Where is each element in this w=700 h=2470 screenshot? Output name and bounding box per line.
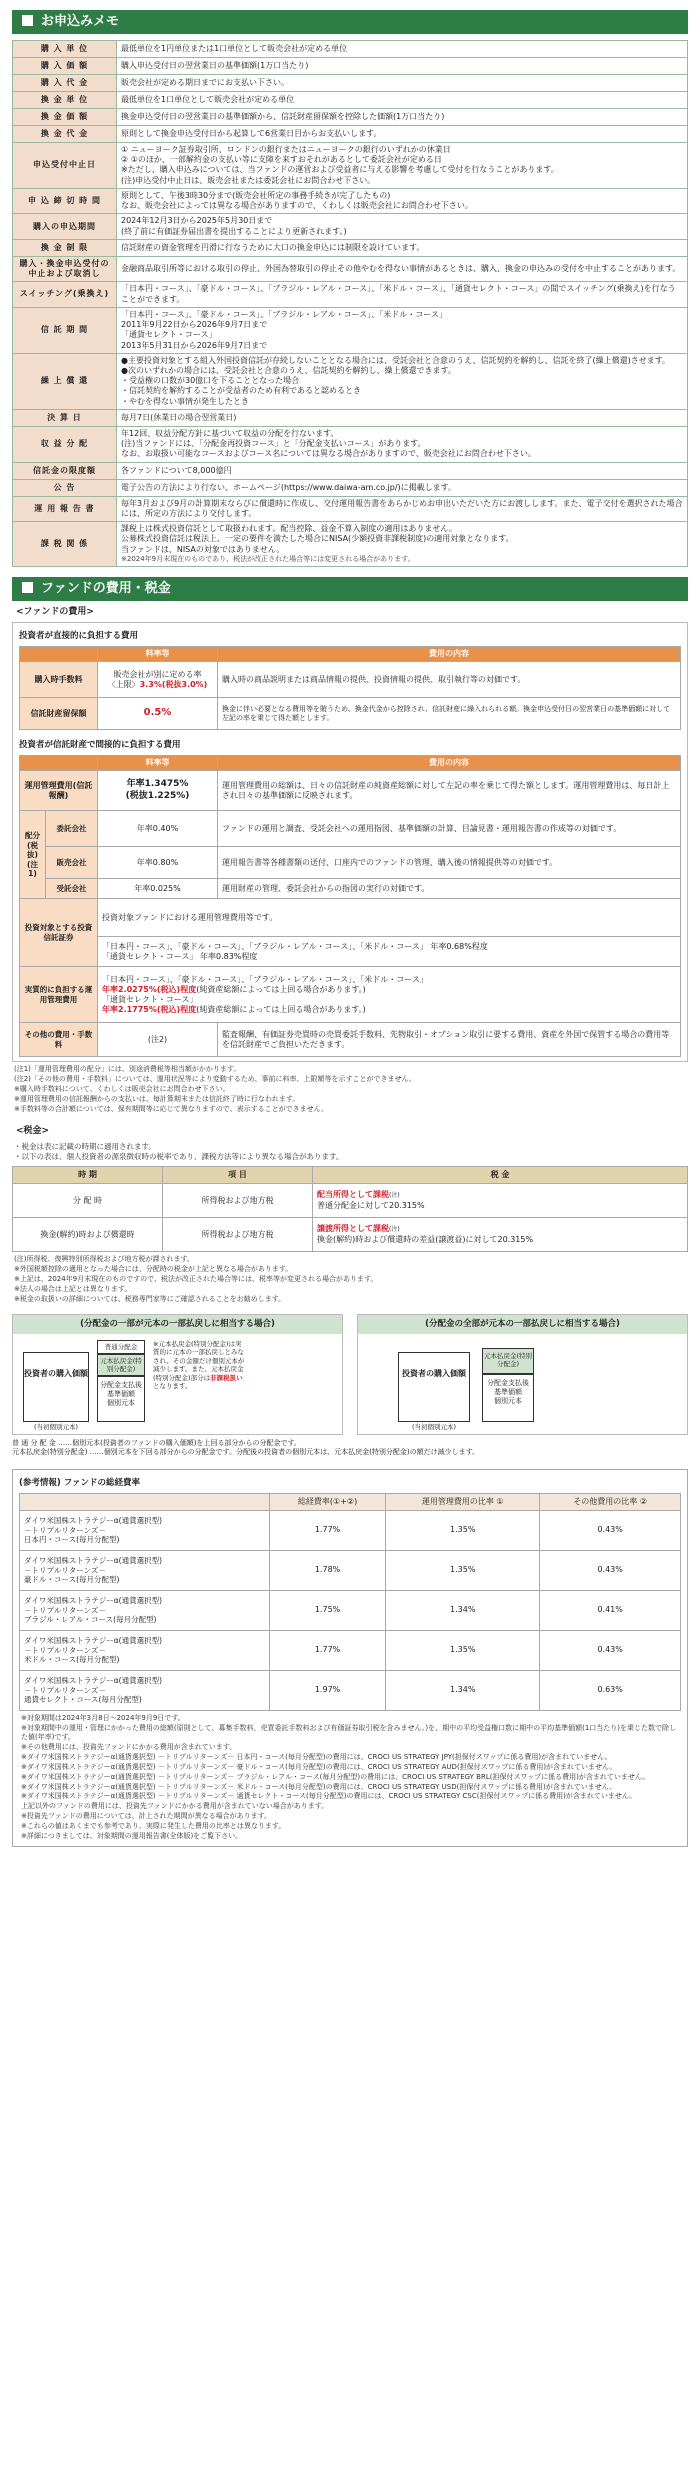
ref-fund-name: ダイワ米国株ストラテジーα(通貨選択型) －トリプルリターンズ－ 豪ドル・コース(毎月分配型) [20,1550,270,1590]
legend-2-val: 個別元本を下回る部分からの分配金です。分配後の投資者の個別元本は、元本払戻金(特別分配金)の額だけ減少します。 [103,1447,480,1456]
memo-row [13,522,688,567]
tax-time-0: 分 配 時 [13,1184,163,1218]
ref-total: 1.77% [270,1630,386,1670]
memo-row [13,188,688,213]
memo-text: 換金申込受付日の翌営業日の基準価額から、信託財産留保額を控除した価額(1万口当たり) [121,111,445,121]
diagram-right [357,1314,688,1435]
note-line: 上記以外のファンドの費用には、投資先ファンドにかかる費用が含まれていない場合があります。 [21,1802,329,1811]
memo-line: (注)申込受付中止日は、販売会社または委託会社にお問合わせ下さい。 [121,175,376,185]
memo-label: 課 税 関 係 [13,522,117,567]
memo-value [117,496,688,521]
ref-total: 1.97% [270,1670,386,1710]
note-line: ※その他費用には、投資先ファンドにかかる費用が含まれています。 [21,1742,237,1751]
memo-text: 毎月7日(休業日の場合翌営業日) [121,412,237,422]
memo-value [117,58,688,75]
memo-value [117,426,688,462]
fees-header [12,577,688,601]
ref-title: (参考情報) ファンドの総経費率 [19,1477,141,1488]
ref-fund-name: ダイワ米国株ストラテジーα(通貨選択型) －トリプルリターンズ－ 米ドル・コース(毎月分配型) [20,1630,270,1670]
memo-value [117,143,688,189]
ref-header: その他費用の比率 ② [540,1493,681,1510]
mgmt-desc: 運用管理費用の総額は、日々の信託財産の純資産総額に対して左記の率を乗じて得た額とします。運用管理費用は、毎日計上され日々の基準価額に反映されます。 [218,771,681,811]
ref-mgmt: 1.35% [386,1630,540,1670]
memo-label: 繰 上 償 還 [13,353,117,409]
real-line-1: 「日本円・コース」、「豪ドル・コース」、「ブラジル・レアル・コース」、「米ドル・コース」 [102,974,428,984]
memo-row [13,256,688,281]
memo-row [13,239,688,256]
left-normal: 普通分配金 [97,1340,145,1354]
buy-rate: 販売会社が別に定める率 [113,669,202,679]
memo-label: 信 託 期 間 [13,307,117,353]
buy-rate-cell [98,662,218,698]
mgmt-rate-cell [98,771,218,811]
memo-row [13,109,688,126]
note-line: ※外国税額控除の適用となった場合には、分配時の税金が上記と異なる場合があります。 [14,1265,293,1274]
note-line: ・以下の表は、個人投資者の源泉徴収時の税率であり、課税方法等により異なる場合があります。 [14,1152,344,1162]
note-line: ※投資先ファンドの費用については、計上された期間が異なる場合があります。 [21,1812,272,1821]
note-line: ※手数料等の合計額については、保有期間等に応じて異なりますので、表示することができません。 [14,1105,329,1114]
ref-fund-name: ダイワ米国株ストラテジーα(通貨選択型) －トリプルリターンズ－ 通貨セレクト・コース(毎月分配型) [20,1670,270,1710]
ref-mgmt: 1.34% [386,1670,540,1710]
tax-h-tax: 税 金 [313,1166,688,1183]
ref-mgmt: 1.35% [386,1550,540,1590]
right-indiv: 個別元本 [494,1396,522,1405]
left-note [153,1340,245,1391]
target-list: 「日本円・コース」、「豪ドル・コース」、「ブラジル・レアル・コース」、「米ドル・コース」 年率0.68%程度 「通貨セレクト・コース」 年率0.83%程度 [98,937,681,967]
col-fee: 料率等 [98,756,218,771]
note-line: ※ダイワ米国株ストラテジーα(通貨選択型) －トリプルリターンズ－ 豪ドル・コース(毎月分配型)の費用には、CROCI US STRATEGY AUD(担保付スワップに係る費用)が含まれていません。 [21,1762,617,1771]
note-line: ※ダイワ米国株ストラテジーα(通貨選択型) －トリプルリターンズ－ 通貨セレクト・コース(毎月分配型)の費用には、CROCI US STRATEGY CSC(担保付スワップに係る費用)が含まれていません。 [21,1792,637,1801]
left-after: 分配金支払後 [100,1380,142,1389]
memo-label: 換 金 制 限 [13,239,117,256]
memo-line: ・受益権の口数が30億口を下ることとなった場合 [121,376,300,386]
note-line: (注)所得税、復興特別所得税および地方税が課されます。 [14,1255,194,1264]
left-note-a: ※元本払戻金(特別分配金)は実質的に元本の一部払戻しとみなされ、その金額だけ個別元本が減少します。また、元本払戻金(特別分配金)部分は [153,1339,245,1382]
memo-row [13,126,688,143]
buy-rate-cap: 〈上限〉 [107,679,140,689]
ref-other: 0.63% [540,1670,681,1710]
note-line: ※これらの値はあくまでも参考であり、実際に発生した費用の比率とは異なります。 [21,1822,286,1831]
memo-label: 購入の申込期間 [13,214,117,239]
ref-mgmt: 1.35% [386,1510,540,1550]
tax-rate-0: 普通分配金に対して20.315% [317,1200,425,1210]
memo-text: 「日本円・コース」、「豪ドル・コース」、「ブラジル・レアル・コース」、「米ドル・コース」、「通貨セレクト・コース」の間でスイッチング(乗換え)を行なうことができます。 [121,284,676,304]
col-content: 費用の内容 [218,756,681,771]
tax-kind-0: 配当所得として課税 [317,1190,389,1200]
real-note-2: (純資産総額によっては上回る場合があります。) [196,1005,366,1015]
indirect-title: 投資者が信託財産で間接的に負担する費用 [19,740,181,751]
ref-row [20,1510,681,1550]
memo-row [13,75,688,92]
note-line: ※購入時手数料について、くわしくは販売会社にお問合わせ下さい。 [14,1085,230,1094]
legend-2-key: 元本払戻金(特別分配金) …… [12,1447,104,1456]
tax-val-1 [313,1218,688,1252]
tax-intro [14,1142,688,1162]
tax-item-0: 所得税および地方税 [163,1184,313,1218]
memo-text: 年12回、収益分配方針に基づいて収益の分配を行ないます。 (注)当ファンドには、「分配金再投資コース」と「分配金支払いコース」があります。 なお、お取扱い可能なコースおよびコース名については異なる場合がありますので、販売会社にお問合わせ下さい。 [121,428,536,459]
memo-line: ●主要投資対象とする組入外国投資信託が存続しないこととなる場合には、受託会社と合意のうえ、信託契約を解約し、信託を終了(繰上償還)させます。 [121,355,671,365]
diagram-left [12,1314,343,1435]
split-rate-1: 年率0.80% [98,847,218,879]
other-rate: (注2) [98,1023,218,1057]
right-special: 元本払戻金(特別分配金) [482,1348,534,1374]
memo-value [117,409,688,426]
memo-value [117,126,688,143]
direct-fee-table [19,646,681,730]
note-line: ※ダイワ米国株ストラテジーα(通貨選択型) －トリプルリターンズ－ 米ドル・コース(毎月分配型)の費用には、CROCI US STRATEGY USD(担保付スワップに係る費用)が含まれていません。 [21,1782,617,1791]
memo-label: 運 用 報 告 書 [13,496,117,521]
ref-other: 0.43% [540,1630,681,1670]
diagram-right-title: (分配金の全部が元本の一部払戻しに相当する場合) [358,1315,687,1334]
right-after-box [482,1374,534,1422]
tax-notes [14,1255,688,1304]
legend-1-key: 普 通 分 配 金 …… [12,1438,73,1447]
memo-value [117,239,688,256]
memo-label: 換 金 単 位 [13,92,117,109]
memo-small: ※2024年9月末現在のものであり、税法が改正された場合等には変更される場合があります。 [121,554,415,563]
real-rate-1: 年率2.0275%(税込)程度 [102,984,197,994]
ref-other: 0.41% [540,1590,681,1630]
memo-value [117,41,688,58]
memo-text: 最低単位を1円単位または1口単位として販売会社が定める単位 [121,43,348,53]
memo-label: 購 入 代 金 [13,75,117,92]
note-line: ※税金の取扱いの詳細については、税務専門家等にご確認されることをお勧めします。 [14,1295,286,1303]
note-line: (注1)「運用管理費用の配分」には、別途消費税等相当額がかかります。 [14,1065,241,1074]
note-line: ・税金は表に記載の時期に適用されます。 [14,1141,156,1151]
other-label: その他の費用・手数料 [20,1023,98,1057]
memo-text: 毎年3月および9月の計算期末ならびに償還時に作成し、交付運用報告書をあらかじめお申出いただいた方にお渡しします。また、電子交付を選択された場合には、所定の方法により交付します。 [121,498,683,518]
blank-header [20,756,98,771]
ref-header [20,1493,270,1510]
memo-label: 申 込 締 切 時 間 [13,188,117,213]
split-rate-2: 年率0.025% [98,879,218,899]
target-label: 投資対象とする投資信託証券 [20,899,98,967]
memo-value [117,75,688,92]
ref-header: 総経費率(①+②) [270,1493,386,1510]
ref-row [20,1630,681,1670]
memo-line: ・やむを得ない事情が発生したとき [121,396,249,406]
mgmt-rate-ex: (税抜1.225%) [125,790,190,801]
left-cost-note: (当初個別元本) [33,1422,79,1431]
ref-other: 0.43% [540,1550,681,1590]
note-line: (注2)「その他の費用・手数料」については、運用状況等により変動するため、事前に料率、上限額等を示すことができません。 [14,1075,416,1084]
left-special: 元本払戻金(特別分配金) [97,1354,145,1376]
memo-value [117,256,688,281]
left-after-box [97,1376,145,1422]
note-line: ※対象期間は2024年3月8日～2024年9月9日です。 [21,1713,185,1722]
memo-label: 申込受付中止日 [13,143,117,189]
memo-row [13,409,688,426]
tax-table [12,1166,688,1252]
memo-label: スイッチング(乗換え) [13,282,117,307]
memo-text: 信託財産の資金管理を円滑に行なうために大口の換金申込には制限を設けています。 [121,242,425,252]
memo-row [13,58,688,75]
ref-other: 0.43% [540,1510,681,1550]
memo-label: 購入・換金申込受付の中止および取消し [13,256,117,281]
memo-label: 換 金 価 額 [13,109,117,126]
memo-table [12,40,688,567]
memo-title: お申込みメモ [41,14,120,29]
memo-value [117,92,688,109]
memo-label: 公 告 [13,479,117,496]
fee-notes [14,1065,688,1114]
memo-row [13,307,688,353]
buy-label: 購入時手数料 [20,662,98,698]
left-indiv: 個別元本 [107,1398,135,1407]
memo-value [117,522,688,567]
memo-value [117,307,688,353]
diagram-legend [12,1439,688,1457]
memo-row [13,462,688,479]
mgmt-label: 運用管理費用(信託報酬) [20,771,98,811]
memo-row [13,92,688,109]
memo-text: 原則として換金申込受付日から起算して6営業日目からお支払いします。 [121,128,382,138]
note-line: ※運用管理費用の信託報酬からの支払いは、毎計算期末または信託終了時に行なわれます。 [14,1095,300,1104]
tax-note-1: (注) [389,1226,400,1234]
memo-value [117,109,688,126]
target-desc: 投資対象ファンドにおける運用管理費用等です。 [98,899,681,937]
memo-text: 金融商品取引所等における取引の停止、外国為替取引の停止その他やむを得ない事情があるときは、購入、換金の申込みの受付を中止することがあります。 [121,263,681,273]
fees-subtitle: <ファンドの費用> [16,606,94,617]
blank-header [20,647,98,662]
memo-line: ●次のいずれかの場合には、受託会社と合意のうえ、信託契約を解約し、繰上償還できます。 [121,365,456,375]
ref-total: 1.75% [270,1590,386,1630]
square-icon [22,582,33,593]
memo-row [13,426,688,462]
note-line: ※対象期間中の運用・管理にかかった費用の総額(原則として、募集手数料、売買委託手数料および有価証券取引税を含みません。)を、期中の平均受益権口数に期中の平均基準価額(1口当たり)を乗じた数で除した値(年率)です。 [21,1723,677,1741]
tax-note-0: (注) [389,1192,400,1200]
split-desc-2: 運用財産の管理、委託会社からの指図の実行の対価です。 [218,879,681,899]
memo-row [13,41,688,58]
note-line: ※上記は、2024年9月末現在のものですので、税法が改正された場合等には、税率等が変更される場合があります。 [14,1275,378,1284]
split-rate-0: 年率0.40% [98,811,218,847]
split-desc-1: 運用報告書等各種書類の送付、口座内でのファンドの管理、購入後の情報提供等の対価です。 [218,847,681,879]
ref-row [20,1550,681,1590]
split-who-2: 受託会社 [46,879,98,899]
ref-header-row [20,1493,681,1510]
tax-item-1: 所得税および地方税 [163,1218,313,1252]
memo-header [12,10,688,34]
distribution-diagrams [12,1314,688,1435]
memo-label: 収 益 分 配 [13,426,117,462]
memo-row [13,282,688,307]
ref-table [19,1493,681,1711]
tax-rate-1: 換金(解約)時および償還時の差益(譲渡益)に対して20.315% [317,1234,534,1244]
memo-text: 原則として、午後3時30分まで(販売会社所定の事務手続きが完了したもの) なお、販売会社によっては異なる場合がありますので、くわしくは販売会社にお問合わせ下さい。 [121,190,473,211]
ref-row [20,1590,681,1630]
buy-desc: 購入時の商品説明または商品情報の提供、投資情報の提供、取引執行等の対価です。 [218,662,681,698]
memo-row [13,214,688,239]
real-note-1: (純資産総額によっては上回る場合があります。) [196,984,366,994]
memo-label: 決 算 日 [13,409,117,426]
memo-value [117,188,688,213]
memo-label: 購 入 単 位 [13,41,117,58]
retention-label: 信託財産留保額 [20,698,98,730]
note-line: ※詳細につきましては、対象期間の運用報告書(全体版)をご覧下さい。 [21,1832,243,1841]
memo-label: 換 金 代 金 [13,126,117,143]
memo-row [13,143,688,189]
memo-line: ② ①のほか、一部解約金の支払い等に支障を来すおそれがあるとして委託会社が定める日 [121,155,442,165]
memo-row [13,353,688,409]
memo-text: 各ファンドについて8,000億円 [121,465,232,475]
note-line: ※ダイワ米国株ストラテジーα(通貨選択型) －トリプルリターンズ－ 日本円・コース(毎月分配型)の費用には、CROCI US STRATEGY JPY(担保付スワップに係る費用)が含まれていません。 [21,1752,612,1761]
note-line: ※ダイワ米国株ストラテジーα(通貨選択型) －トリプルリターンズ－ ブラジル・レアル・コース(毎月分配型)の費用には、CROCI US STRATEGY BRL(担保付スワップに係る費用)が含まれていません。 [21,1772,650,1781]
buy-rate-max: 3.3%(税抜3.0%) [139,679,208,689]
tax-h-item: 項 目 [163,1166,313,1183]
ref-fund-name: ダイワ米国株ストラテジーα(通貨選択型) －トリプルリターンズ－ ブラジル・レアル・コース(毎月分配型) [20,1590,270,1630]
ref-mgmt: 1.34% [386,1590,540,1630]
left-invest-box [23,1352,89,1422]
memo-text: 電子公告の方法により行ない、ホームページ(https://www.daiwa-am.co.jp/)に掲載します。 [121,482,457,492]
ref-row [20,1670,681,1710]
ref-total: 1.78% [270,1550,386,1590]
memo-line: ① ニューヨーク証券取引所、ロンドンの銀行またはニューヨークの銀行のいずれかの休業日 [121,145,451,154]
memo-value [117,353,688,409]
right-base: 基準価額 [494,1387,522,1396]
memo-row [13,496,688,521]
legend-1-val: 個別元本(投資者のファンドの購入価額)を上回る部分からの分配金です。 [72,1438,301,1447]
memo-text: 「日本円・コース」、「豪ドル・コース」、「ブラジル・レアル・コース」、「米ドル・コース」 2011年9月22日から2026年9月7日まで 「通貨セレクト・コース」 2013年5月31日から2026年9月7日まで [121,309,447,350]
right-invest: 投資者の購入価額 [402,1368,466,1378]
memo-text: 2024年12月3日から2025年5月30日まで (終了前に有価証券届出書を提出することにより更新されます。) [121,216,347,236]
fees-box [12,622,688,1062]
retention-desc: 換金に伴い必要となる費用等を賄うため、換金代金から控除され、信託財産に繰入れられる額。換金申込受付日の翌営業日の基準価額に対して左記の率を乗じて得た額とします。 [218,698,681,730]
real-label: 実質的に負担する運用管理費用 [20,967,98,1023]
other-desc: 監査報酬、有価証券売買時の売買委託手数料、先物取引・オプション取引に要する費用、資産を外国で保管する場合の費用等を信託財産でご負担いただきます。 [218,1023,681,1057]
square-icon [22,15,33,26]
right-cost-note: (当初個別元本) [411,1422,457,1431]
real-line-3: 「通貨セレクト・コース」 [102,994,198,1004]
left-base: 基準価額 [107,1389,135,1398]
memo-label: 信託金の限度額 [13,462,117,479]
right-invest-box [398,1352,470,1422]
real-rate-2: 年率2.1775%(税込)程度 [102,1005,197,1015]
memo-text: 最低単位を1口単位として販売会社が定める単位 [121,94,295,104]
left-note-c: となります。 [153,1382,192,1391]
ref-box [12,1469,688,1848]
memo-text: 販売会社が定める期日までにお支払い下さい。 [121,77,289,87]
left-note-b: 非課税扱い [210,1373,243,1382]
memo-value [117,214,688,239]
ref-fund-name: ダイワ米国株ストラテジーα(通貨選択型) －トリプルリターンズ－ 日本円・コース(毎月分配型) [20,1510,270,1550]
memo-text: 課税上は株式投資信託として取扱われます。配当控除、益金不算入制度の適用はありません。 公募株式投資信託は税法上、一定の要件を満たした場合にNISA(少額投資非課税制度)の適用対象となります。 当ファンドは、NISAの対象ではありません。 [121,524,514,554]
ref-header: 運用管理費用の比率 ① [386,1493,540,1510]
fees-title: ファンドの費用・税金 [41,580,171,596]
split-who-0: 委託会社 [46,811,98,847]
retention-rate: 0.5% [98,698,218,730]
right-after: 分配金支払後 [487,1378,529,1387]
split-desc-0: ファンドの運用と調査、受託会社への運用指図、基準価額の計算、目論見書・運用報告書の作成等の対価です。 [218,811,681,847]
tax-h-time: 時 期 [13,1166,163,1183]
memo-value [117,479,688,496]
tax-val-0 [313,1184,688,1218]
tax-time-1: 換金(解約)時および償還時 [13,1218,163,1252]
note-line: ※法人の場合は上記とは異なります。 [14,1285,132,1294]
tax-title: <税金> [16,1126,50,1137]
ref-notes [21,1714,681,1841]
memo-value [117,462,688,479]
diagram-left-title: (分配金の一部が元本の一部払戻しに相当する場合) [13,1315,342,1334]
memo-line: ・信託契約を解約することが受益者のため有利であると認めるとき [121,386,361,396]
memo-line: ※ただし、購入申込みについては、当ファンドの運営および受益者に与える影響を考慮して受付を行なうことがあります。 [121,165,559,175]
split-label: 配分(税抜)(注1) [20,811,46,899]
left-invest: 投資者の購入価額 [24,1368,88,1378]
memo-row [13,479,688,496]
tax-kind-1: 譲渡所得として課税 [317,1224,389,1234]
ref-total: 1.77% [270,1510,386,1550]
col-content: 費用の内容 [218,647,681,662]
split-who-1: 販売会社 [46,847,98,879]
memo-value [117,282,688,307]
col-fee: 料率等 [98,647,218,662]
real-cell [98,967,681,1023]
memo-text: 購入申込受付日の翌営業日の基準価額(1万口当たり) [121,60,309,70]
mgmt-rate: 年率1.3475% [126,779,189,790]
indirect-fee-table [19,755,681,1057]
memo-label: 購 入 価 額 [13,58,117,75]
direct-title: 投資者が直接的に負担する費用 [19,631,139,642]
